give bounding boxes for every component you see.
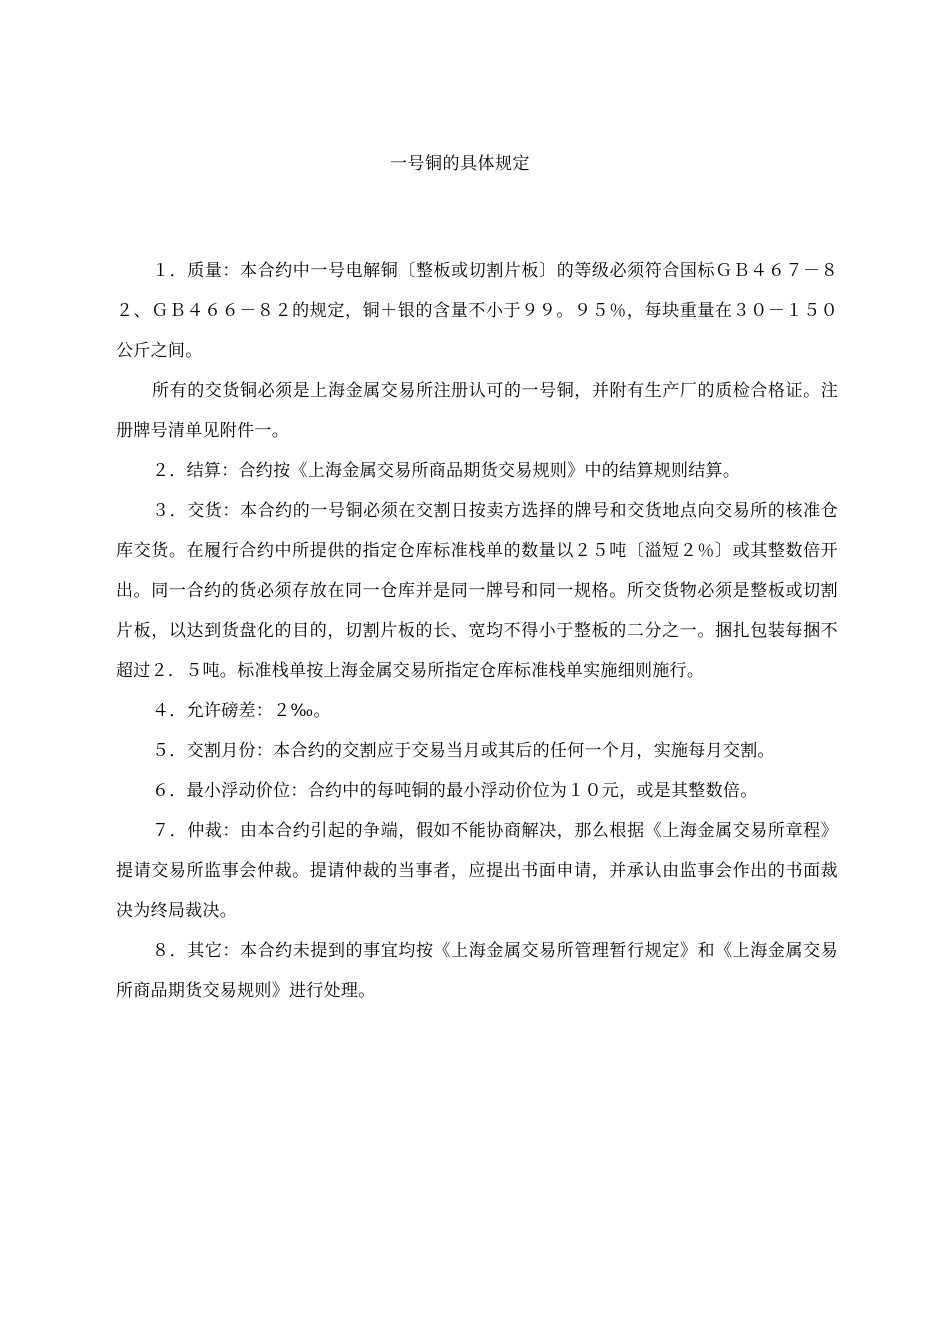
clause-minimum-price-fluctuation: ６．最小浮动价位：合约中的每吨铜的最小浮动价位为１０元，或是其整数倍。	[152, 781, 758, 801]
clause-other: ８．其它：本合约未提到的事宜均按《上海金属交易所管理暂行规定》和《上海金属交易所商品期货交易规则》进行处理。	[116, 941, 838, 1001]
clause-weight-tolerance: ４．允许磅差：２‰。	[152, 701, 331, 721]
clause-delivery-month: ５．交割月份：本合约的交割应于交易当月或其后的任何一个月，实施每月交割。	[152, 741, 775, 761]
clause-quality-registration: 所有的交货铜必须是上海金属交易所注册认可的一号铜，并附有生产厂的质检合格证。注册牌号清单见附件一。	[116, 381, 838, 441]
clause-arbitration: ７．仲裁：由本合约引起的争端，假如不能协商解决，那么根据《上海金属交易所章程》提请交易所监事会仲裁。提请仲裁的当事者，应提出书面申请，并承认由监事会作出的书面裁决为终局裁决。	[116, 821, 838, 921]
document-title: 一号铜的具体规定	[390, 154, 530, 174]
document-body	[116, 251, 838, 1011]
clause-delivery: ３．交货：本合约的一号铜必须在交割日按卖方选择的牌号和交货地点向交易所的核准仓库交货。在履行合约中所提供的指定仓库标准栈单的数量以２５吨〔溢短２％〕或其整数倍开出。同一合约的货必须存放在同一仓库并是同一牌号和同一规格。所交货物必须是整板或切割片板，以达到货盘化的目的，切割片板的长、宽均不得小于整板的二分之一。捆扎包装每捆不超过２．５吨。标准栈单按上海金属交易所指定仓库标准栈单实施细则施行。	[116, 501, 838, 681]
clause-settlement: ２．结算：合约按《上海金属交易所商品期货交易规则》中的结算规则结算。	[152, 461, 741, 481]
clause-quality: １．质量：本合约中一号电解铜〔整板或切割片板〕的等级必须符合国标ＧＢ４６７－８２、ＧＢ４６６－８２的规定，铜＋银的含量不小于９９。９５％，每块重量在３０－１５０公斤之间。	[116, 261, 838, 361]
